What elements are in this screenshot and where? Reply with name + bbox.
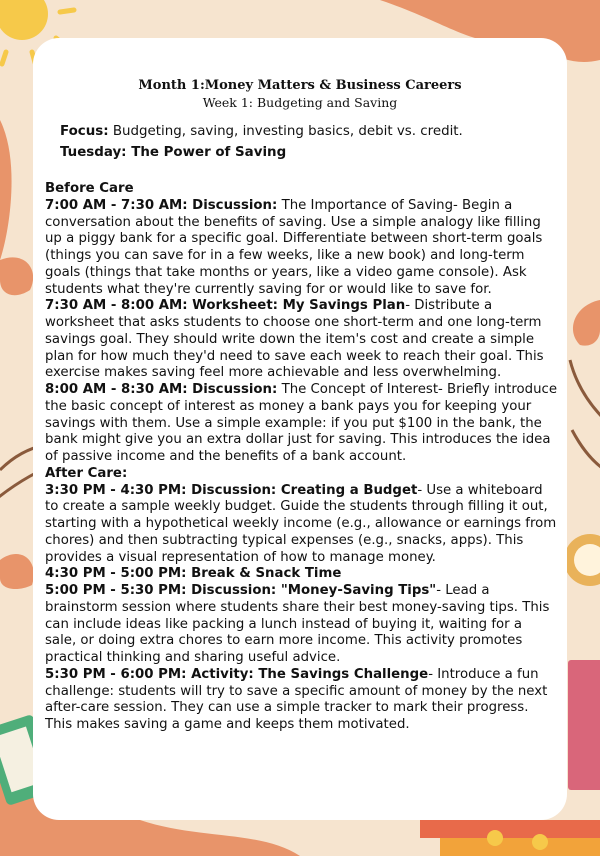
entry-time: 7:00 AM - 7:30 AM: Discussion: <box>45 197 278 213</box>
coin-icon <box>532 834 548 850</box>
coin-icon <box>487 830 503 846</box>
schedule-entry <box>45 667 557 734</box>
entry-text: - Introduce a fun challenge: students will try to save a specific amount of money by the next after-care session. They can use a simple tracker to mark their progress. This makes saving a game and keeps them motivated. <box>45 666 548 732</box>
section-after-care: After Care: <box>45 465 128 481</box>
leaf-branch-right-icon <box>570 360 600 470</box>
left-paper-shape <box>0 120 12 260</box>
clock-icon <box>564 534 600 586</box>
content-card <box>33 38 567 820</box>
document-header <box>33 78 567 110</box>
entry-text: - Lead a brainstorm session where students share their best money-saving tips. This can include ideas like packing a lunch instead of buying it, waiting for a sale, or doing extra chores to earn more income. This activity promotes practical thinking and sharing useful advice. <box>45 583 550 665</box>
schedule-body <box>45 181 557 734</box>
entry-time: 4:30 PM - 5:00 PM: Break & Snack Time <box>45 566 342 582</box>
schedule-entry <box>45 483 557 567</box>
entry-time: 7:30 AM - 8:00 AM: Worksheet: My Savings Plan <box>45 298 406 314</box>
leaf-left-icon <box>0 257 33 295</box>
schedule-entry <box>45 198 557 299</box>
entry-text: The Concept of Interest- Briefly introduce the basic concept of interest as money a bank pays you for keeping your savings with them. Use a simple example: if you put $100 in the bank, the bank might give you an extra dollar just for saving. This introduces the idea of passive income and the benefits of a bank account. <box>45 382 557 464</box>
schedule-entry <box>45 583 557 667</box>
schedule-entry <box>45 382 557 466</box>
entry-time: 5:30 PM - 6:00 PM: Activity: The Savings Challenge <box>45 666 429 682</box>
entry-time: 3:30 PM - 4:30 PM: Discussion: Creating a Budget <box>45 482 418 498</box>
document-title: Month 1:Money Matters & Business Careers <box>138 78 462 93</box>
schedule-entry <box>45 298 557 382</box>
schedule-entry <box>45 566 557 583</box>
entry-time: 8:00 AM - 8:30 AM: Discussion: <box>45 382 278 397</box>
focus-text: Budgeting, saving, investing basics, debit vs. credit. <box>108 124 463 139</box>
entry-text: - Use a whiteboard to create a sample weekly budget. Guide the students through filling it out, starting with a hypothetical weekly income (e.g., allowance or earnings from chores) and then subtracting typical expenses (e.g., snacks, apps). This provides a visual representation of how to manage money. <box>45 482 557 565</box>
day-title: Tuesday: The Power of Saving <box>60 145 287 160</box>
entry-text: The Importance of Saving- Begin a conversation about the benefits of saving. Use a simple analogy like filling up a piggy bank for a specific goal. Differentiate between short-term goals (things you can save for in a few weeks, like a new book) and long-term goals (things that take months or years, like a video game console). Ask students what they're currently saving for or would like to save for. <box>45 197 543 297</box>
focus-label: Focus: <box>60 124 109 139</box>
document-subtitle: Week 1: Budgeting and Saving <box>202 95 398 110</box>
leaf-left-2-icon <box>0 554 34 589</box>
entry-time: 5:00 PM - 5:30 PM: Discussion: "Money-Saving Tips" <box>45 583 437 598</box>
entry-text: - Distribute a worksheet that asks students to choose one short-term and one long-term savings goal. They should write down the item's cost and create a simple plan for how much they'd need to save each week to reach their goal. This exercise makes saving feel more achievable and less overwhelming. <box>45 298 544 381</box>
section-before-care: Before Care <box>45 181 134 196</box>
focus-line <box>60 121 463 142</box>
leaf-right-icon <box>573 300 600 346</box>
document-meta <box>60 121 463 163</box>
